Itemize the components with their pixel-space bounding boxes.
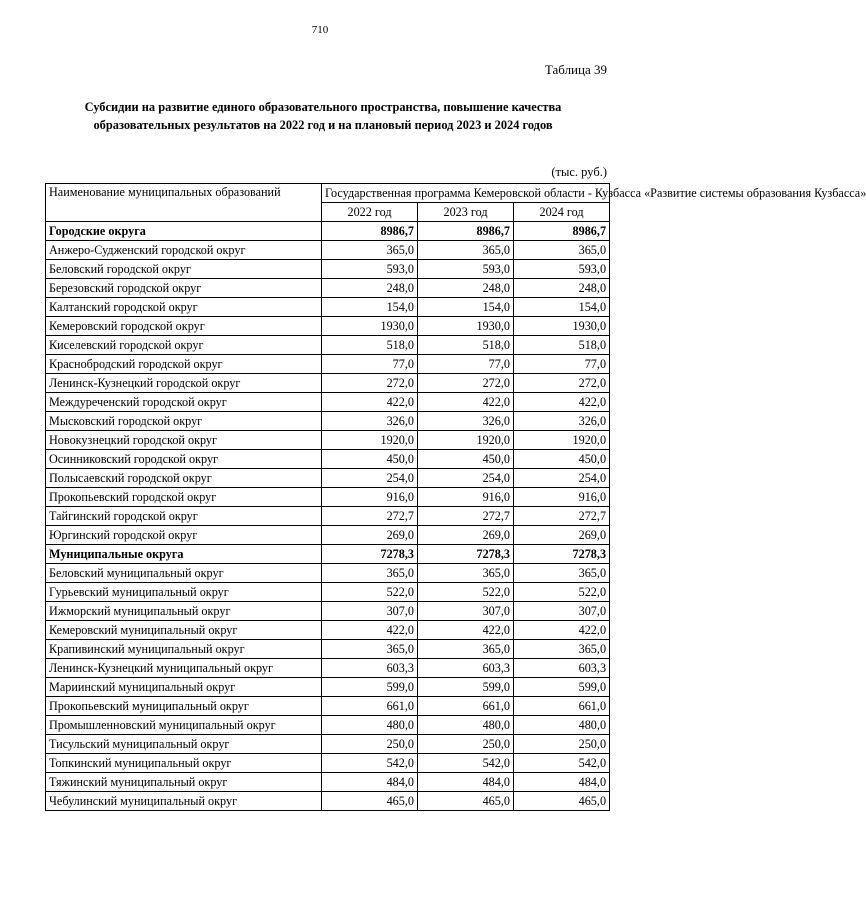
municipality-name: Промышленновский муниципальный округ	[46, 716, 322, 735]
municipality-name: Киселевский городской округ	[46, 336, 322, 355]
value-2023: 542,0	[418, 754, 514, 773]
value-2023: 518,0	[418, 336, 514, 355]
table-row	[46, 469, 610, 488]
value-2022: 250,0	[322, 735, 418, 754]
header-year-2023: 2023 год	[418, 203, 514, 222]
value-2024: 365,0	[514, 640, 610, 659]
table-row	[46, 336, 610, 355]
value-2024: 465,0	[514, 792, 610, 811]
value-2023: 154,0	[418, 298, 514, 317]
value-2023: 593,0	[418, 260, 514, 279]
table-row	[46, 450, 610, 469]
value-2022: 77,0	[322, 355, 418, 374]
value-2024: 661,0	[514, 697, 610, 716]
municipality-name: Крапивинский муниципальный округ	[46, 640, 322, 659]
value-2022: 154,0	[322, 298, 418, 317]
value-2023: 272,0	[418, 374, 514, 393]
municipality-name: Ижморский муниципальный округ	[46, 602, 322, 621]
table-row	[46, 773, 610, 792]
table-row	[46, 564, 610, 583]
value-2023: 484,0	[418, 773, 514, 792]
value-2022: 599,0	[322, 678, 418, 697]
municipality-name: Ленинск-Кузнецкий городской округ	[46, 374, 322, 393]
value-2024: 422,0	[514, 393, 610, 412]
table-row	[46, 754, 610, 773]
table-row	[46, 298, 610, 317]
unit-note: (тыс. руб.)	[551, 165, 607, 179]
municipality-name: Прокопьевский городской округ	[46, 488, 322, 507]
table-row	[46, 393, 610, 412]
municipality-name: Калтанский городской округ	[46, 298, 322, 317]
value-2024: 272,0	[514, 374, 610, 393]
value-2023: 269,0	[418, 526, 514, 545]
table-row	[46, 659, 610, 678]
value-2023: 422,0	[418, 393, 514, 412]
table-row	[46, 279, 610, 298]
value-2022: 422,0	[322, 393, 418, 412]
value-2024: 916,0	[514, 488, 610, 507]
value-2024: 307,0	[514, 602, 610, 621]
value-2024: 480,0	[514, 716, 610, 735]
value-2022: 7278,3	[322, 545, 418, 564]
value-2023: 248,0	[418, 279, 514, 298]
value-2024: 154,0	[514, 298, 610, 317]
value-2022: 254,0	[322, 469, 418, 488]
table-header	[46, 184, 866, 222]
municipality-name: Тайгинский городской округ	[46, 507, 322, 526]
municipality-name: Тисульский муниципальный округ	[46, 735, 322, 754]
value-2023: 272,7	[418, 507, 514, 526]
value-2023: 450,0	[418, 450, 514, 469]
value-2022: 326,0	[322, 412, 418, 431]
value-2022: 8986,7	[322, 222, 418, 241]
value-2023: 1920,0	[418, 431, 514, 450]
municipality-name: Беловский городской округ	[46, 260, 322, 279]
table-row	[46, 678, 610, 697]
header-year-2022: 2022 год	[322, 203, 418, 222]
value-2023: 1930,0	[418, 317, 514, 336]
value-2023: 77,0	[418, 355, 514, 374]
municipality-name: Беловский муниципальный округ	[46, 564, 322, 583]
table-group-row	[46, 545, 610, 564]
value-2023: 661,0	[418, 697, 514, 716]
value-2022: 480,0	[322, 716, 418, 735]
table-row	[46, 716, 610, 735]
table-row	[46, 412, 610, 431]
value-2024: 254,0	[514, 469, 610, 488]
value-2023: 365,0	[418, 640, 514, 659]
table-row	[46, 317, 610, 336]
value-2023: 916,0	[418, 488, 514, 507]
value-2023: 365,0	[418, 564, 514, 583]
value-2024: 272,7	[514, 507, 610, 526]
value-2024: 518,0	[514, 336, 610, 355]
value-2024: 7278,3	[514, 545, 610, 564]
municipality-name: Полысаевский городской округ	[46, 469, 322, 488]
value-2023: 599,0	[418, 678, 514, 697]
value-2022: 422,0	[322, 621, 418, 640]
value-2023: 365,0	[418, 241, 514, 260]
municipality-name: Муниципальные округа	[46, 545, 322, 564]
value-2022: 661,0	[322, 697, 418, 716]
municipality-name: Мысковский городской округ	[46, 412, 322, 431]
value-2022: 484,0	[322, 773, 418, 792]
table-row	[46, 507, 610, 526]
page-number: 710	[311, 24, 329, 36]
value-2024: 248,0	[514, 279, 610, 298]
table-row	[46, 241, 610, 260]
value-2022: 465,0	[322, 792, 418, 811]
municipality-name: Кемеровский муниципальный округ	[46, 621, 322, 640]
value-2023: 603,3	[418, 659, 514, 678]
value-2024: 250,0	[514, 735, 610, 754]
table-row	[46, 374, 610, 393]
value-2023: 250,0	[418, 735, 514, 754]
municipality-name: Краснобродский городской округ	[46, 355, 322, 374]
value-2022: 518,0	[322, 336, 418, 355]
value-2023: 307,0	[418, 602, 514, 621]
value-2024: 1920,0	[514, 431, 610, 450]
municipality-name: Кемеровский городской округ	[46, 317, 322, 336]
municipality-name: Междуреченский городской округ	[46, 393, 322, 412]
table-row	[46, 735, 610, 754]
table-group-row	[46, 222, 610, 241]
document-title: Субсидии на развитие единого образовательного пространства, повышение качества образовательных результатов на 2022 год и на плановый период 2023 и 2024 годов	[84, 100, 562, 132]
value-2024: 365,0	[514, 564, 610, 583]
table-row	[46, 697, 610, 716]
value-2024: 8986,7	[514, 222, 610, 241]
value-2022: 450,0	[322, 450, 418, 469]
table-row	[46, 621, 610, 640]
value-2022: 603,3	[322, 659, 418, 678]
value-2024: 269,0	[514, 526, 610, 545]
municipality-name: Гурьевский муниципальный округ	[46, 583, 322, 602]
value-2024: 1930,0	[514, 317, 610, 336]
value-2023: 522,0	[418, 583, 514, 602]
municipality-name: Анжеро-Судженский городской округ	[46, 241, 322, 260]
value-2022: 542,0	[322, 754, 418, 773]
value-2022: 269,0	[322, 526, 418, 545]
value-2023: 480,0	[418, 716, 514, 735]
value-2022: 272,0	[322, 374, 418, 393]
value-2023: 422,0	[418, 621, 514, 640]
table-row	[46, 640, 610, 659]
municipality-name: Топкинский муниципальный округ	[46, 754, 322, 773]
subsidy-table	[45, 183, 866, 811]
table-row	[46, 431, 610, 450]
value-2022: 272,7	[322, 507, 418, 526]
table-row	[46, 488, 610, 507]
municipality-name: Мариинский муниципальный округ	[46, 678, 322, 697]
value-2022: 248,0	[322, 279, 418, 298]
value-2023: 465,0	[418, 792, 514, 811]
value-2022: 1930,0	[322, 317, 418, 336]
municipality-name: Тяжинский муниципальный округ	[46, 773, 322, 792]
value-2022: 307,0	[322, 602, 418, 621]
value-2023: 254,0	[418, 469, 514, 488]
table-row	[46, 602, 610, 621]
table-label: Таблица 39	[544, 62, 607, 77]
value-2022: 365,0	[322, 241, 418, 260]
value-2022: 916,0	[322, 488, 418, 507]
table-row	[46, 792, 610, 811]
municipality-name: Ленинск-Кузнецкий муниципальный округ	[46, 659, 322, 678]
municipality-name: Юргинский городской округ	[46, 526, 322, 545]
table-row	[46, 583, 610, 602]
value-2023: 7278,3	[418, 545, 514, 564]
value-2022: 522,0	[322, 583, 418, 602]
municipality-name: Осинниковский городской округ	[46, 450, 322, 469]
value-2024: 484,0	[514, 773, 610, 792]
value-2024: 593,0	[514, 260, 610, 279]
header-municipality: Наименование муниципальных образований	[46, 184, 322, 222]
value-2022: 593,0	[322, 260, 418, 279]
table-row	[46, 526, 610, 545]
municipality-name: Чебулинский муниципальный округ	[46, 792, 322, 811]
municipality-name: Новокузнецкий городской округ	[46, 431, 322, 450]
value-2024: 542,0	[514, 754, 610, 773]
value-2022: 365,0	[322, 564, 418, 583]
value-2022: 1920,0	[322, 431, 418, 450]
table-row	[46, 355, 610, 374]
municipality-name: Прокопьевский муниципальный округ	[46, 697, 322, 716]
value-2024: 365,0	[514, 241, 610, 260]
municipality-name: Городские округа	[46, 222, 322, 241]
value-2023: 8986,7	[418, 222, 514, 241]
value-2024: 77,0	[514, 355, 610, 374]
value-2024: 422,0	[514, 621, 610, 640]
value-2024: 603,3	[514, 659, 610, 678]
value-2024: 522,0	[514, 583, 610, 602]
value-2022: 365,0	[322, 640, 418, 659]
municipality-name: Березовский городской округ	[46, 279, 322, 298]
header-program: Государственная программа Кемеровской области - Кузбасса «Развитие системы образования Кузбасса»	[322, 184, 610, 203]
value-2024: 599,0	[514, 678, 610, 697]
table-body	[46, 222, 610, 811]
value-2024: 326,0	[514, 412, 610, 431]
value-2024: 450,0	[514, 450, 610, 469]
header-year-2024: 2024 год	[514, 203, 610, 222]
value-2023: 326,0	[418, 412, 514, 431]
table-row	[46, 260, 610, 279]
